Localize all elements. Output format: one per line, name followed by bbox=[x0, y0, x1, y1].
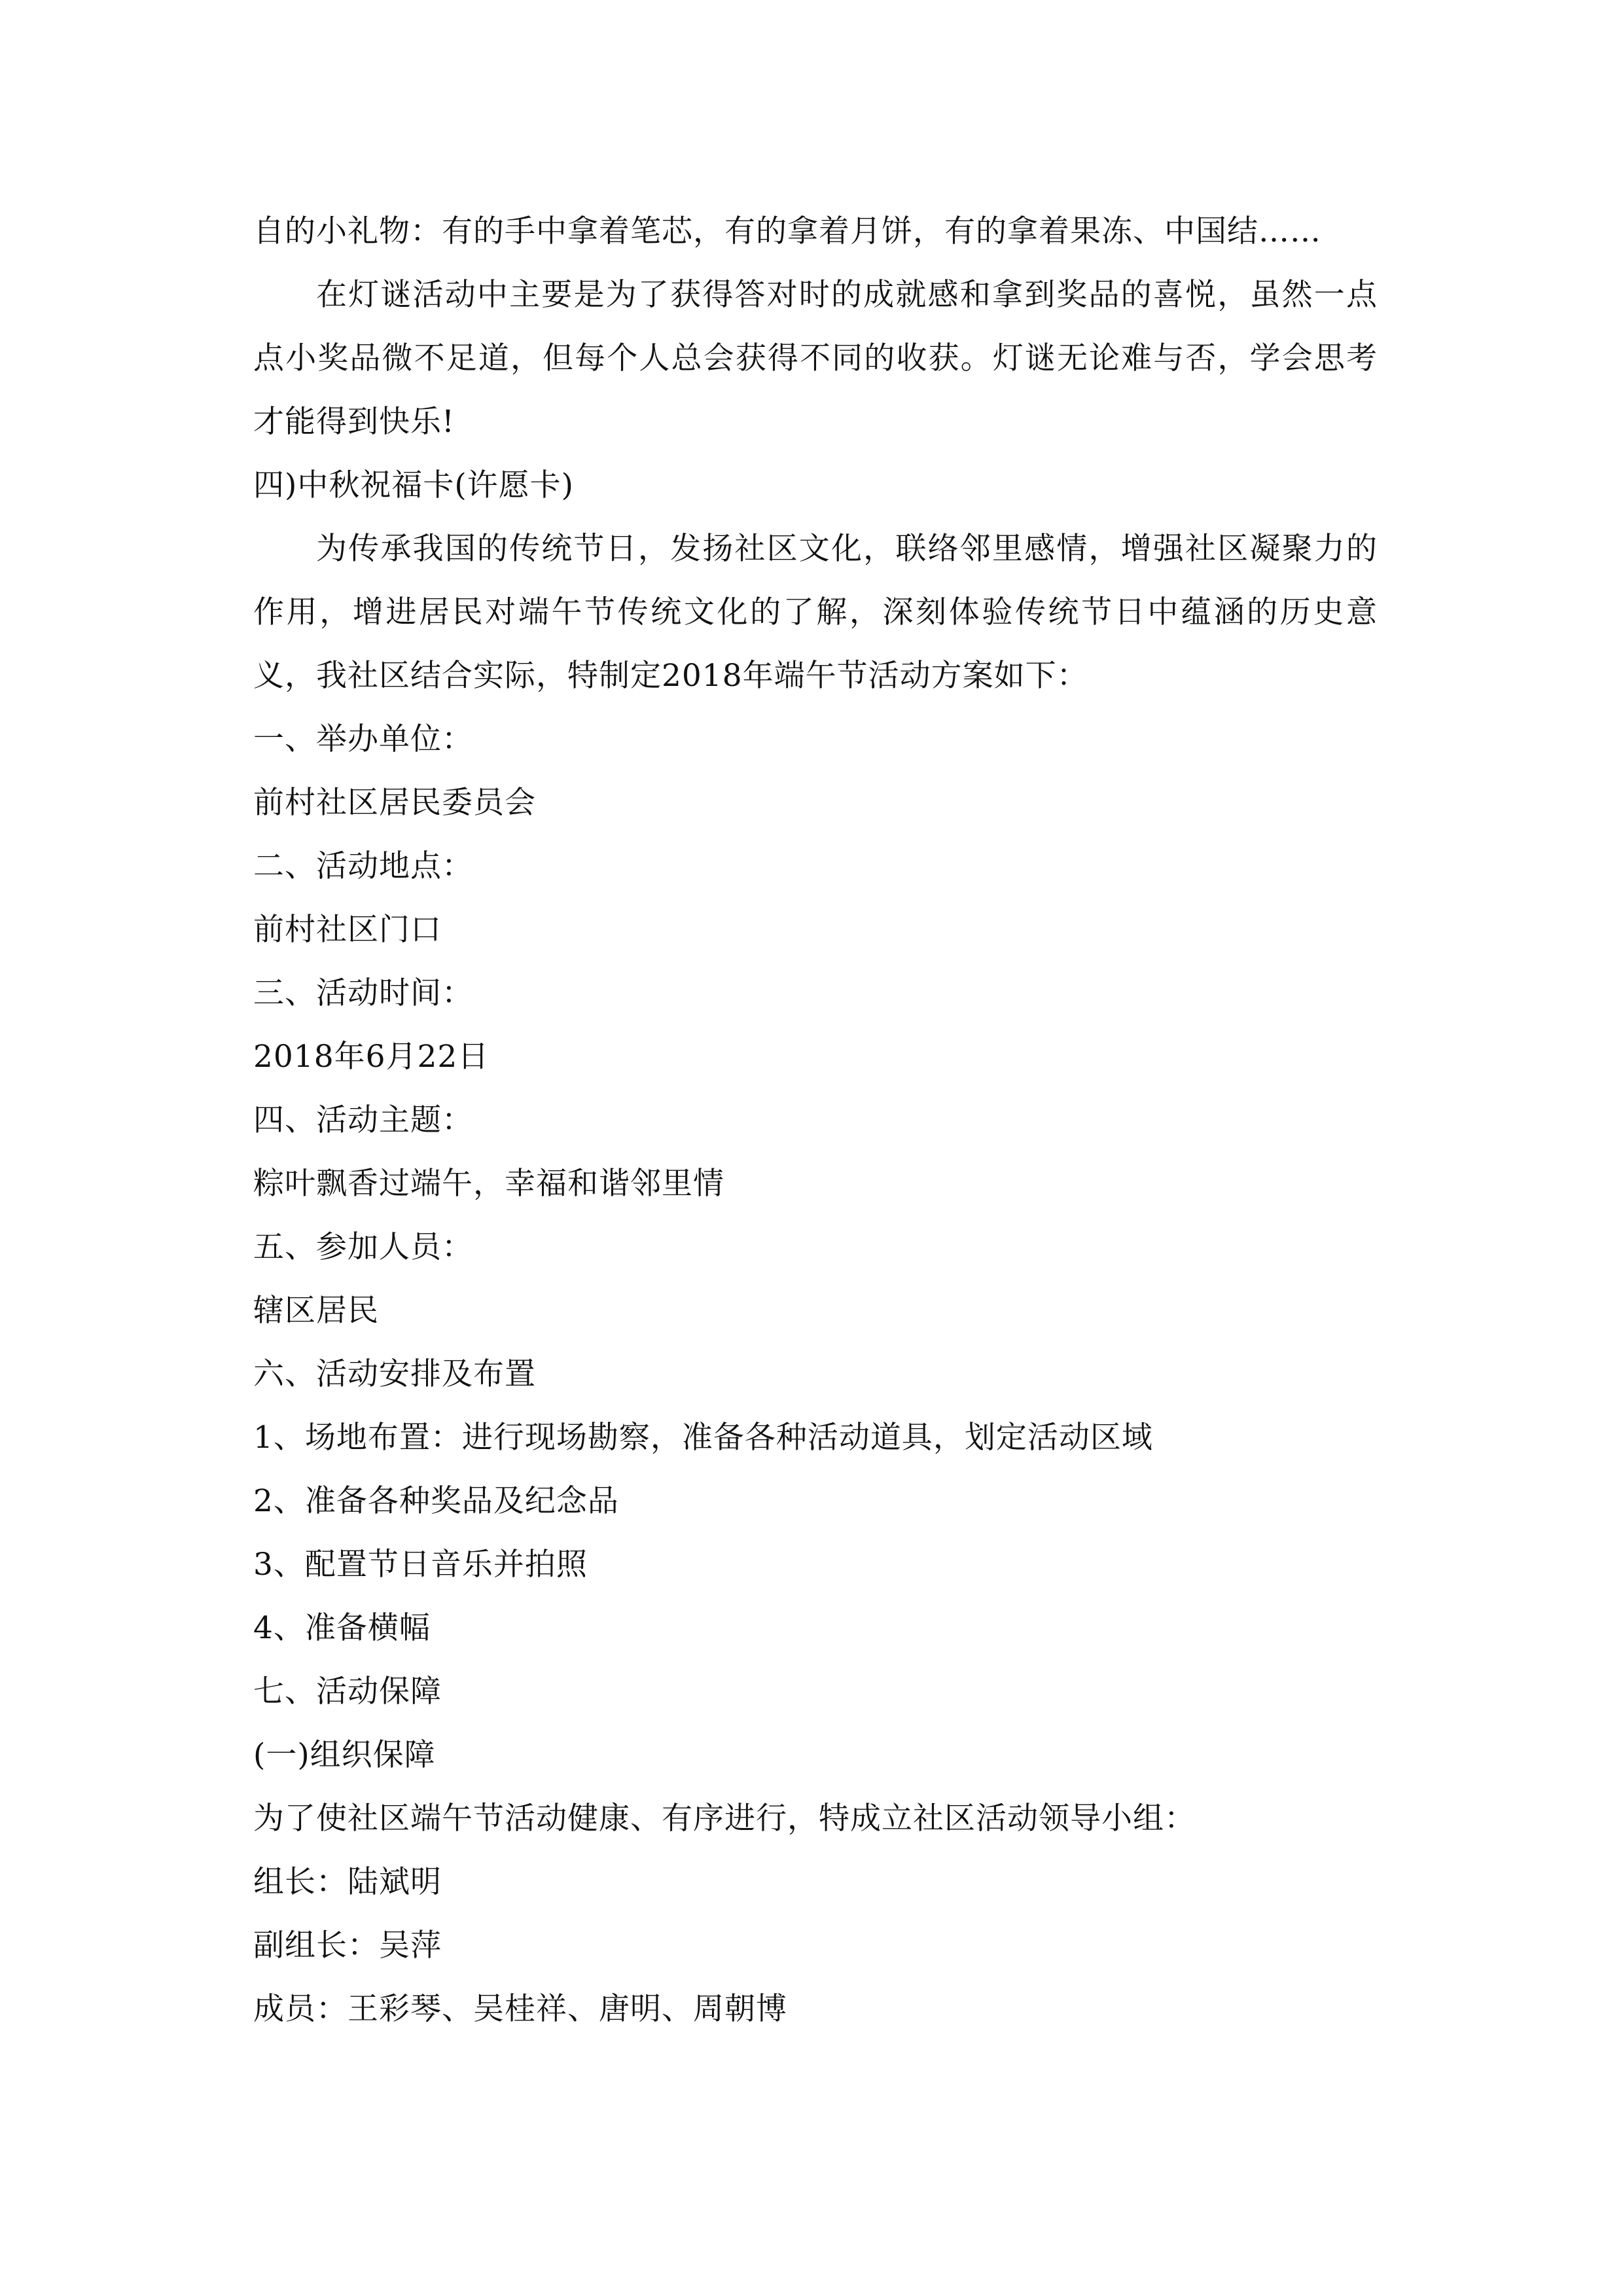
paragraph-continuation: 自的小礼物：有的手中拿着笔芯，有的拿着月饼，有的拿着果冻、中国结…… bbox=[253, 213, 1321, 249]
heading-arrangement: 六、活动安排及布置 bbox=[253, 1356, 536, 1392]
paragraph-leadership-group: 为了使社区端午节活动健康、有序进行，特成立社区活动领导小组： bbox=[253, 1801, 1196, 1837]
group-members: 成员：王彩琴、吴桂祥、唐明、周朝博 bbox=[253, 1991, 787, 2027]
subheading-organization: (一)组织保障 bbox=[253, 1737, 436, 1773]
heading-time: 三、活动时间： bbox=[253, 975, 473, 1011]
organizer-value: 前村社区居民委员会 bbox=[253, 785, 536, 821]
location-value: 前村社区门口 bbox=[253, 912, 442, 948]
heading-location: 二、活动地点： bbox=[253, 848, 473, 884]
paragraph-lantern-riddle: 在灯谜活动中主要是为了获得答对时的成就感和拿到奖品的喜悦，虽然一点点小奖品微不足道，但每个人总会获得不同的收获。灯谜无论难与否，学会思考才能得到快乐! bbox=[253, 277, 1378, 440]
heading-theme: 四、活动主题： bbox=[253, 1102, 473, 1138]
deputy-group-leader: 副组长：吴萍 bbox=[253, 1928, 442, 1964]
group-leader: 组长：陆斌明 bbox=[253, 1864, 442, 1900]
arrangement-item-2: 2、准备各种奖品及纪念品 bbox=[253, 1483, 619, 1519]
heading-guarantee: 七、活动保障 bbox=[253, 1674, 442, 1710]
arrangement-item-1: 1、场地布置：进行现场勘察，准备各种活动道具，划定活动区域 bbox=[253, 1420, 1153, 1456]
document-body bbox=[253, 200, 1378, 2041]
arrangement-item-4: 4、准备横幅 bbox=[253, 1610, 431, 1646]
paragraph-intro: 为传承我国的传统节日，发扬社区文化，联络邻里感情，增强社区凝聚力的作用，增进居民对端午节传统文化的了解，深刻体验传统节日中蕴涵的历史意义，我社区结合实际，特制定2018年端午节活动方案如下： bbox=[253, 531, 1378, 694]
heading-participants: 五、参加人员： bbox=[253, 1229, 473, 1265]
section-heading-wish-card: 四)中秋祝福卡(许愿卡) bbox=[253, 467, 575, 503]
time-value: 2018年6月22日 bbox=[253, 1039, 490, 1075]
heading-organizer: 一、举办单位： bbox=[253, 721, 473, 757]
theme-value: 粽叶飘香过端午，幸福和谐邻里情 bbox=[253, 1166, 724, 1202]
participants-value: 辖区居民 bbox=[253, 1293, 379, 1329]
arrangement-item-3: 3、配置节日音乐并拍照 bbox=[253, 1547, 588, 1583]
